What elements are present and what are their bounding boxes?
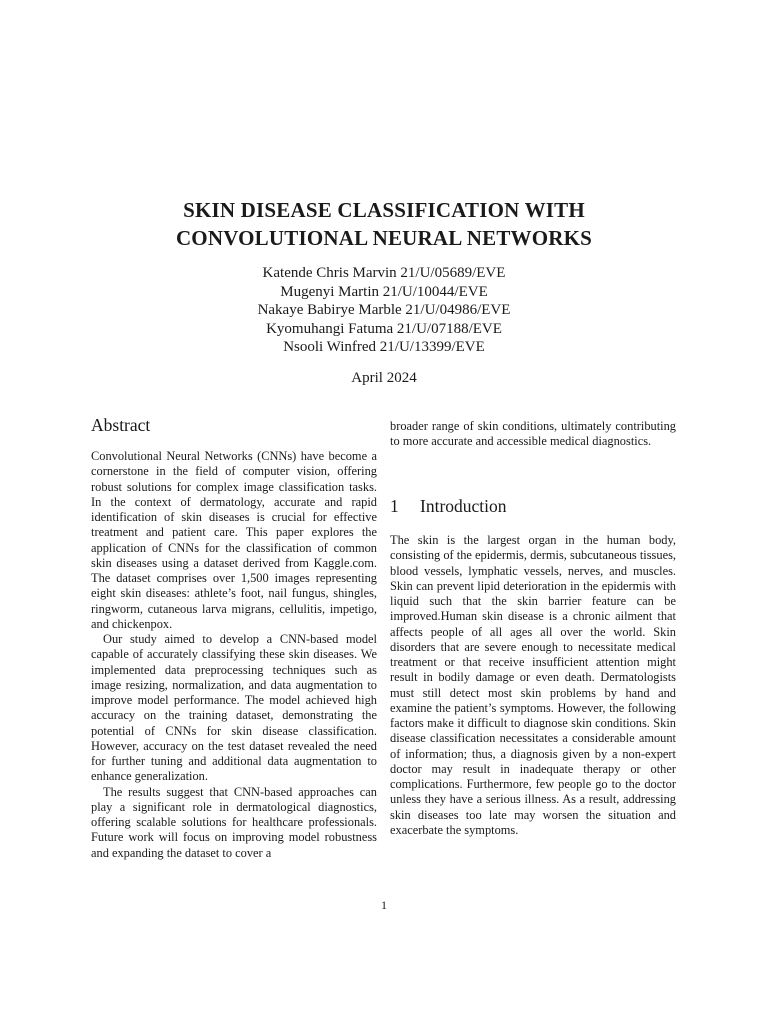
section-title: Introduction <box>420 496 507 516</box>
abstract-body <box>91 449 377 861</box>
author-name: Katende Chris Marvin 21/U/05689/EVE <box>262 265 506 281</box>
section-number: 1 <box>390 496 399 516</box>
abstract-heading: Abstract <box>91 415 151 435</box>
author-name: Nsooli Winfred 21/U/13399/EVE <box>283 339 485 355</box>
author-name: Mugenyi Martin 21/U/10044/EVE <box>280 283 488 300</box>
abstract-continuation-text: broader range of skin conditions, ultimately contributing to more accurate and accessible medical diagnostics. <box>390 419 676 449</box>
author-name: Nakaye Babirye Marble 21/U/04986/EVE <box>257 302 511 318</box>
paper-date: April 2024 <box>351 370 417 386</box>
page-number: 1 <box>381 898 387 912</box>
introduction-heading <box>390 495 507 517</box>
author-list <box>0 264 768 357</box>
title-line-2: CONVOLUTIONAL NEURAL NETWORKS <box>175 226 593 250</box>
paper-title <box>0 196 768 252</box>
abstract-paragraph: Our study aimed to develop a CNN-based model capable of accurately classifying these skin diseases. We implemented data preprocessing techniques such as image resizing, normalization, and data augmentation to improve model performance. The model achieved high accuracy on the training dataset, demonstrating the potential of CNNs for skin disease classification. However, accuracy on the test dataset revealed the need for further tuning and additional data augmentation to enhance generalization. <box>91 632 377 784</box>
introduction-paragraph: The skin is the largest organ in the human body, consisting of the epidermis, dermis, subcutaneous tissues, blood vessels, lymphatic vessels, nerves, and muscles. Skin can prevent lipid deterioration in the epidermis with liquid such that the skin barrier feature can be improved.Human skin disease is a chronic ailment that affects people of all ages all over the world. Skin disorders that are severe enough to necessitate medical treatment or that receive insufficient attention might result in bodily damage or even death. Dermatologists must still detect most skin problems by hand and examine the patient’s symptoms. However, the following factors make it difficult to diagnose skin conditions. Skin disease classification necessitates a considerable amount of information; thus, a diagnosis given by a non-expert doctor may result in inadequate therapy or other complications. Furthermore, few people go to the doctor unless they have a serious illness. As a result, addressing skin diseases too late may worsen the situation and exacerbate the symptoms. <box>390 533 676 837</box>
introduction-body <box>390 533 676 838</box>
author-name: Kyomuhangi Fatuma 21/U/07188/EVE <box>266 320 502 337</box>
abstract-continuation <box>390 419 676 450</box>
abstract-paragraph: Convolutional Neural Networks (CNNs) have become a cornerstone in the field of computer vision, offering robust solutions for complex image classification tasks. In the context of dermatology, accurate and rapid identification of skin diseases is crucial for effective treatment and patient care. This paper explores the application of CNNs for the classification of common skin diseases using a dataset derived from Kaggle.com. The dataset comprises over 1,500 images representing eight skin diseases: athlete’s foot, nail fungus, shingles, ringworm, cutaneous larva migrans, cellulitis, impetigo, and chickenpox. <box>91 449 377 631</box>
title-line-1: SKIN DISEASE CLASSIFICATION WITH <box>183 198 585 222</box>
abstract-paragraph: The results suggest that CNN-based approaches can play a significant role in dermatological diagnostics, offering scalable solutions for healthcare professionals. Future work will focus on improving model robustness and expanding the dataset to cover a <box>91 784 377 860</box>
